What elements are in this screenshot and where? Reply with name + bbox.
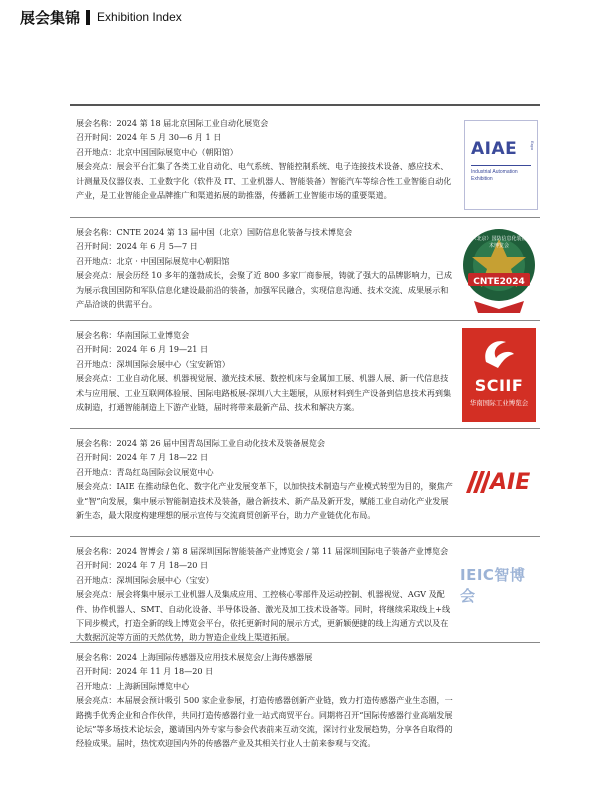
aie-logo (464, 464, 542, 500)
header-divider (86, 10, 90, 25)
sciif-logo (462, 328, 536, 422)
entry-name: 展会名称：2024 第 26 届中国青岛国际工业自动化技术及装备展览会 (76, 438, 326, 448)
entry-date: 召开时间：2024 年 11 月 18—20 日 (76, 666, 214, 677)
aiae-logo-expo: Expo (530, 141, 535, 151)
entry-date: 召开时间：2024 年 5 月 30—6 月 1 日 (76, 132, 222, 143)
cnte-logo-text: CNTE2024 (473, 277, 525, 287)
entry-name: 展会名称：华南国际工业博览会 (76, 330, 190, 340)
entry-text (76, 436, 456, 522)
aie-logo-text: AIE (490, 469, 531, 495)
aiae-logo-text: AIAE (471, 139, 518, 159)
header-title-cn: 展会集锦 (20, 8, 81, 27)
exhibition-entry-2 (70, 219, 540, 319)
entry-venue: 召开地点：北京中国国际展览中心（朝阳馆） (76, 146, 238, 157)
exhibition-entry-6 (70, 644, 540, 764)
page-header (20, 6, 182, 28)
entry-venue: 召开地点：深圳国际会展中心（宝安） (76, 574, 214, 585)
entry-name: 展会名称：2024 第 18 届北京国际工业自动化展览会 (76, 118, 269, 128)
entry-date: 召开时间：2024 年 7 月 18—22 日 (76, 452, 209, 463)
sciif-logo-text: SCIIF (474, 376, 524, 395)
header-title-en: Exhibition Index (97, 10, 182, 24)
sciif-swirl-icon (462, 328, 536, 374)
entry-separator (70, 428, 540, 429)
exhibition-entry-5 (70, 538, 540, 642)
exhibition-entry-1 (70, 110, 540, 216)
entry-text (76, 650, 454, 751)
entry-date: 召开时间：2024 年 6 月 5—7 日 (76, 241, 198, 252)
entry-venue: 召开地点：北京 · 中国国际展览中心朝阳馆 (76, 255, 230, 266)
aie-stripes-icon (464, 469, 490, 495)
entry-venue: 召开地点：青岛红岛国际会议展览中心 (76, 466, 214, 477)
cnte-logo (460, 223, 538, 317)
top-rule (70, 104, 540, 106)
entry-venue: 召开地点：深圳国际会展中心（宝安新馆） (76, 358, 230, 369)
aiae-logo (464, 120, 538, 210)
entry-date: 召开时间：2024 年 7 月 18—20 日 (76, 560, 209, 571)
exhibition-entry-4 (70, 430, 540, 534)
ieic-logo-text: IEIC智博会 (460, 566, 526, 605)
entry-highlights: 展会亮点：展会历经 10 多年的蓬勃成长，会聚了近 800 多家厂商参展，铸就了强大的品牌影响力，已成为展示我国国防和军队信息化建设最前沿的装备，加强军民融合，实现信息沟通、技术交流、成果展示和产品洽谈的供需平台。 (76, 270, 452, 310)
entry-date: 召开时间：2024 年 6 月 19—21 日 (76, 344, 209, 355)
entry-highlights: 展会亮点：本届展会预计吸引 500 家企业参展，打造传感器创新产业链，致力打造传感器产业生态圈，一路携手优秀企业和合作伙伴，共同打造传感器行业一站式商贸平台。同期将召开“国际传感器行业高端发展论坛”等多场技术论坛会，邀请国内外专家与参会代表前来互动交流，深讨行业发展趋势，分享各自取得的经验成果。届时，热忱欢迎国内外的传感器产业及其相关行业人士前来参观与交流。 (76, 695, 453, 749)
entry-highlights: 展会亮点：IAIE 在推动绿色化、数字化产业发展变革下，以加快技术制造与产业模式转型为目的，聚焦产业“智”向发展，集中展示智能制造技术及装备，融合新技术、新产品及新开发，赋能工业自动化产业发展新生态，最大限度构建理想的展示宣传与交流商贸创新平台，助力产业链优化布局。 (76, 481, 453, 521)
entry-name: 展会名称：CNTE 2024 第 13 届中国（北京）国防信息化装备与技术博览会 (76, 227, 353, 237)
entry-text (76, 544, 456, 645)
entry-name: 展会名称：2024 智博会 / 第 8 届深圳国际智能装备产业博览会 / 第 11 届深圳国际电子装备产业博览会 (76, 546, 449, 556)
entry-highlights: 展会亮点：展会平台汇集了各类工业自动化、电气系统、智能控制系统、电子连接技术设备、感应技术、计测量及仪器仪表、工业数字化（软件及 IT、工业机器人、智能装备）智能汽车等综合性工业智能自动化产业，是工业智能企业品牌推广和渠道拓展的助推器，传播新工业智能市场的重要渠道。 (76, 161, 452, 201)
entry-name: 展会名称：2024 上海国际传感器及应用技术展览会/上海传感器展 (76, 652, 313, 662)
entry-separator (70, 642, 540, 643)
entry-separator (70, 536, 540, 537)
entry-venue: 召开地点：上海新国际博览中心 (76, 680, 190, 691)
entry-text (76, 116, 456, 202)
cnte-logo-ring-text: 中国（北京）国防信息化装备与技术博览会 (461, 236, 537, 249)
entry-highlights: 展会亮点：展会将集中展示工业机器人及集成应用、工控核心零部件及运动控制、机器视觉、AGV 及配件、协作机器人、SMT、自动化设备、半导体设备、激光及加工技术设备等。同时，将继续采取线上+线下同步模式，打造全新的线上博览会平台，依托更新时间的展示方式，更新颖便捷的线上沟通方式以及在大数据沉淀等方面的天然优势，助力智造企业线上渠道拓展。 (76, 589, 451, 643)
entry-separator (70, 217, 540, 218)
entry-separator (70, 320, 540, 321)
aiae-logo-rule (471, 165, 531, 166)
entry-highlights: 展会亮点：工业自动化展、机器视觉展、激光技术展、数控机床与金属加工展、机器人展、新一代信息技术与应用展、工业互联网体验展、国际电路板展-深圳八大主题展，从原材料到生产设备到信息技术再到集成制造，打通智能制造上下游产业链，届时将带来最新产品、技术和解决方案。 (76, 373, 452, 413)
sciif-logo-subtitle: 华南国际工业博览会 (469, 399, 529, 407)
entry-text (76, 225, 456, 311)
exhibition-entry-3 (70, 322, 540, 426)
aiae-logo-subtitle: Industrial Automation Exhibition (471, 169, 518, 182)
entry-text (76, 328, 456, 414)
ieic-logo (460, 566, 540, 605)
